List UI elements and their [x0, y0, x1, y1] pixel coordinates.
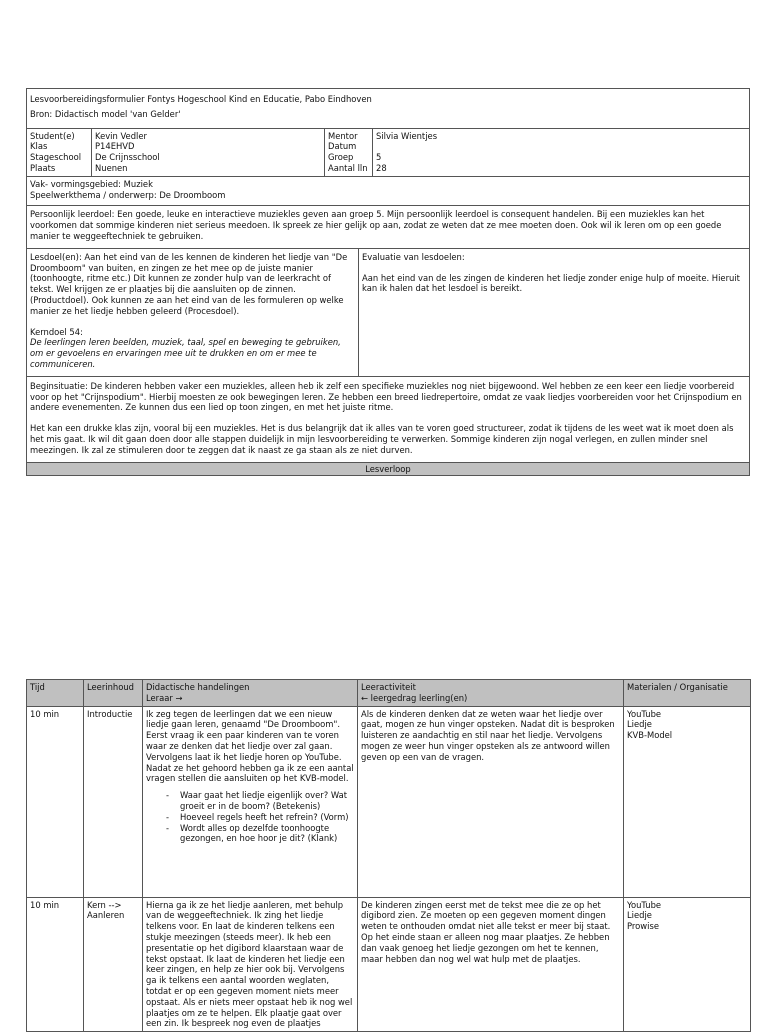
- student-info: [27, 128, 749, 176]
- form-header: [27, 89, 749, 128]
- row1-leerinhoud: Introductie: [84, 706, 143, 897]
- row1-materiaal-3: KVB-Model: [627, 730, 673, 741]
- row2-materiaal-3: Prowise: [627, 921, 659, 932]
- beginsituatie-p2: Het kan een drukke klas zijn, vooral bij een muziekles. Het is dus belangrijk dat ik alles van te voren goed structureer, zodat ik tijdens de les weet wat ik moet doen als het mis gaat. Ik wil dit gaan doen door alle stappen duidelijk in mijn lesvoorbereiding te verwerken. Sommige kinderen zijn nogal verlegen, en zullen minder snel meezingen. Ik zal ze stimuleren door te zeggen dat ik naast ze ga staan als ze niet durven.: [30, 423, 734, 455]
- thema-line: Speelwerkthema / onderwerp: De Droomboom: [30, 189, 226, 200]
- header-leeractiviteit-label: Leeractiviteit: [361, 682, 416, 692]
- lesdoelen-text: Lesdoel(en): Aan het eind van de les kennen de kinderen het liedje van "De Droomboom" van buiten, en zingen ze het mee op de juiste manier (toonhoogte, ritme etc.) Dit kunnen ze zonder hulp van de leerkracht of tekst. Wel krijgen ze er plaatjes bij die aansluiten op de zinnen. (Productdoel). Ook kunnen ze aan het eind van de les formuleren op welke manier ze het liedje hebben geleerd (Procesdoel).: [30, 251, 348, 316]
- evaluatie-cell: [358, 249, 749, 376]
- kerndoel-label: Kerndoel 54:: [30, 326, 83, 337]
- label-plaats: Plaats: [30, 162, 56, 173]
- header-tijd-label: Tijd: [30, 682, 45, 692]
- row1-materialen: [624, 706, 751, 897]
- table-row: [27, 706, 751, 897]
- row1-didactisch: [143, 706, 358, 897]
- form-title: Lesvoorbereidingsformulier Fontys Hogeschool Kind en Educatie, Pabo Eindhoven: [30, 94, 372, 104]
- header-leerinhoud: [84, 680, 143, 707]
- evaluatie-text: Aan het eind van de les zingen de kinderen het liedje zonder enige hulp of moeite. Hieruit kan ik halen dat het lesdoel is bereikt.: [362, 272, 740, 294]
- value-datum: [376, 141, 746, 152]
- vak-section: [27, 176, 749, 206]
- row2-materialen: [624, 897, 751, 1032]
- lesvoorbereiding-form: [26, 88, 750, 476]
- persoonlijk-leerdoel-text: Persoonlijk leerdoel: Een goede, leuke en interactieve muziekles geven aan groep 5. Mijn persoonlijk leerdoel is consequent handelen. Bij een muziekles kan het voorkomen dat sommige kinderen niet serieus meedoen. Ik spreek ze hier gelijk op aan, zodat ze weten dat ze mee moeten doen. Ook wil ik leren om op een goede manier te weggeeftechniek te gebruiken.: [30, 209, 722, 241]
- label-mentor: Mentor: [328, 130, 358, 141]
- label-stageschool: Stageschool: [30, 152, 82, 163]
- header-tijd: [27, 680, 84, 707]
- persoonlijk-leerdoel: [27, 205, 749, 247]
- row1-materiaal-2: Liedje: [627, 719, 652, 730]
- value-aantal: 28: [376, 162, 387, 173]
- label-groep: Groep: [328, 152, 354, 163]
- row1-tijd: 10 min: [27, 706, 84, 897]
- bron-line: Bron: Didactisch model 'van Gelder': [30, 108, 181, 119]
- table-row: [27, 897, 751, 1032]
- list-item: - Hoeveel regels heeft het refrein? (Vorm): [146, 812, 354, 823]
- value-klas: P14EHVD: [95, 141, 135, 152]
- row2-tijd: 10 min: [27, 897, 84, 1032]
- student-values: [91, 129, 324, 176]
- lesdoelen-cell: [27, 249, 358, 376]
- student-labels: [27, 129, 91, 176]
- label-datum: Datum: [328, 141, 357, 152]
- row2-materiaal-1: YouTube: [627, 899, 662, 910]
- header-leergedrag-label: ← leergedrag leerling(en): [361, 692, 468, 703]
- kerndoel-text: De leerlingen leren beelden, muziek, taal, spel en beweging te gebruiken, om er gevoelens en ervaringen mee uit te drukken en om er mee te communiceren.: [30, 337, 341, 369]
- lesverloop-header: Lesverloop: [27, 462, 749, 475]
- row1-didactisch-text: Ik zeg tegen de leerlingen dat we een nieuw liedje gaan leren, genaamd "De Droomboom". Eerst vraag ik een paar kinderen van te voren waar ze denken dat het liedje over zal gaan. Vervolgens laat ik het liedje horen op YouTube. Nadat ze het gehoord hebben ga ik ze een aantal vragen stellen die aansluiten op het KVB-model.: [146, 708, 354, 784]
- header-didactisch: [143, 680, 358, 707]
- row1-leeractiviteit: Als de kinderen denken dat ze weten waar het liedje over gaat, mogen ze hun vinger opsteken. Nadat dit is besproken luisteren ze aandachtig en stil naar het liedje. Vervolgens mogen ze weer hun vinger opsteken als ze antwoord willen geven op een van de vragen.: [358, 706, 624, 897]
- value-mentor: Silvia Wientjes: [376, 130, 438, 141]
- lesverloop-table: [26, 679, 751, 1032]
- table-header-row: [27, 680, 751, 707]
- mentor-values: [372, 129, 749, 176]
- header-materialen: [624, 680, 751, 707]
- row1-vragen-list: [146, 790, 354, 844]
- header-leraar-label: Leraar →: [146, 692, 183, 703]
- header-didactisch-label: Didactische handelingen: [146, 682, 250, 692]
- lesdoelen-row: [27, 248, 749, 376]
- evaluatie-label: Evaluatie van lesdoelen:: [362, 251, 465, 262]
- label-aantal: Aantal lln: [328, 162, 368, 173]
- label-klas: Klas: [30, 141, 48, 152]
- row2-materiaal-2: Liedje: [627, 910, 652, 921]
- header-leerinhoud-label: Leerinhoud: [87, 682, 134, 692]
- value-plaats: Nuenen: [95, 162, 128, 173]
- list-item: - Waar gaat het liedje eigenlijk over? Wat groeit er in de boom? (Betekenis): [146, 790, 354, 812]
- row2-leerinhoud: Kern --> Aanleren: [84, 897, 143, 1032]
- label-student: Student(e): [30, 130, 75, 141]
- header-materialen-label: Materialen / Organisatie: [627, 682, 728, 692]
- value-stageschool: De Crijnsschool: [95, 152, 160, 163]
- row2-didactisch: Hierna ga ik ze het liedje aanleren, met behulp van de weggeeftechniek. Ik zing het liedje telkens voor. En laat de kinderen telkens een stukje meezingen (steeds meer). Ik heb een presentatie op het digibord klaarstaan waar de tekst opstaat. Ik laat de kinderen het liedje een keer zingen, en help ze hier ook bij. Vervolgens ga ik telkens een aantal woorden weglaten, totdat er op een gegeven moment niets meer opstaat. Als er niets meer opstaat heb ik nog wel plaatjes om ze te helpen. Elk plaatje gaat over een zin. Ik bespreek nog even de plaatjes: [143, 897, 358, 1032]
- header-leeractiviteit: [358, 680, 624, 707]
- list-item: - Wordt alles op dezelfde toonhoogte gezongen, en hoe hoor je dit? (Klank): [146, 823, 354, 845]
- value-groep: 5: [376, 152, 382, 163]
- row1-materiaal-1: YouTube: [627, 708, 662, 719]
- beginsituatie: [27, 376, 749, 462]
- beginsituatie-p1: Beginsituatie: De kinderen hebben vaker een muziekles, alleen heb ik zelf een specifieke muziekles nog niet bijgewoond. Wel hebben ze een keer een liedje voorbereid voor op het "Crijnspodium". Hierbij moesten ze ook bewegingen leren. Ze hebben een breed liedrepertoire, omdat ze vaak liedjes voorbereiden voor het Crijnspodium en andere evenementen. Ze kunnen dus een lied op toon zingen, en met het juiste ritme.: [30, 380, 742, 413]
- mentor-labels: [324, 129, 372, 176]
- row2-leeractiviteit: De kinderen zingen eerst met de tekst mee die ze op het digibord zien. Ze moeten op een gegeven moment dingen weten te onthouden omdat niet alle tekst er meer bij staat. Op het einde staan er alleen nog maar plaatjes. Ze hebben dan vaak genoeg het liedje gezongen om het te kennen, maar hebben dan nog wel wat hulp met de plaatjes.: [358, 897, 624, 1032]
- value-student: Kevin Vedler: [95, 130, 147, 141]
- vak-line: Vak- vormingsgebied: Muziek: [30, 178, 153, 189]
